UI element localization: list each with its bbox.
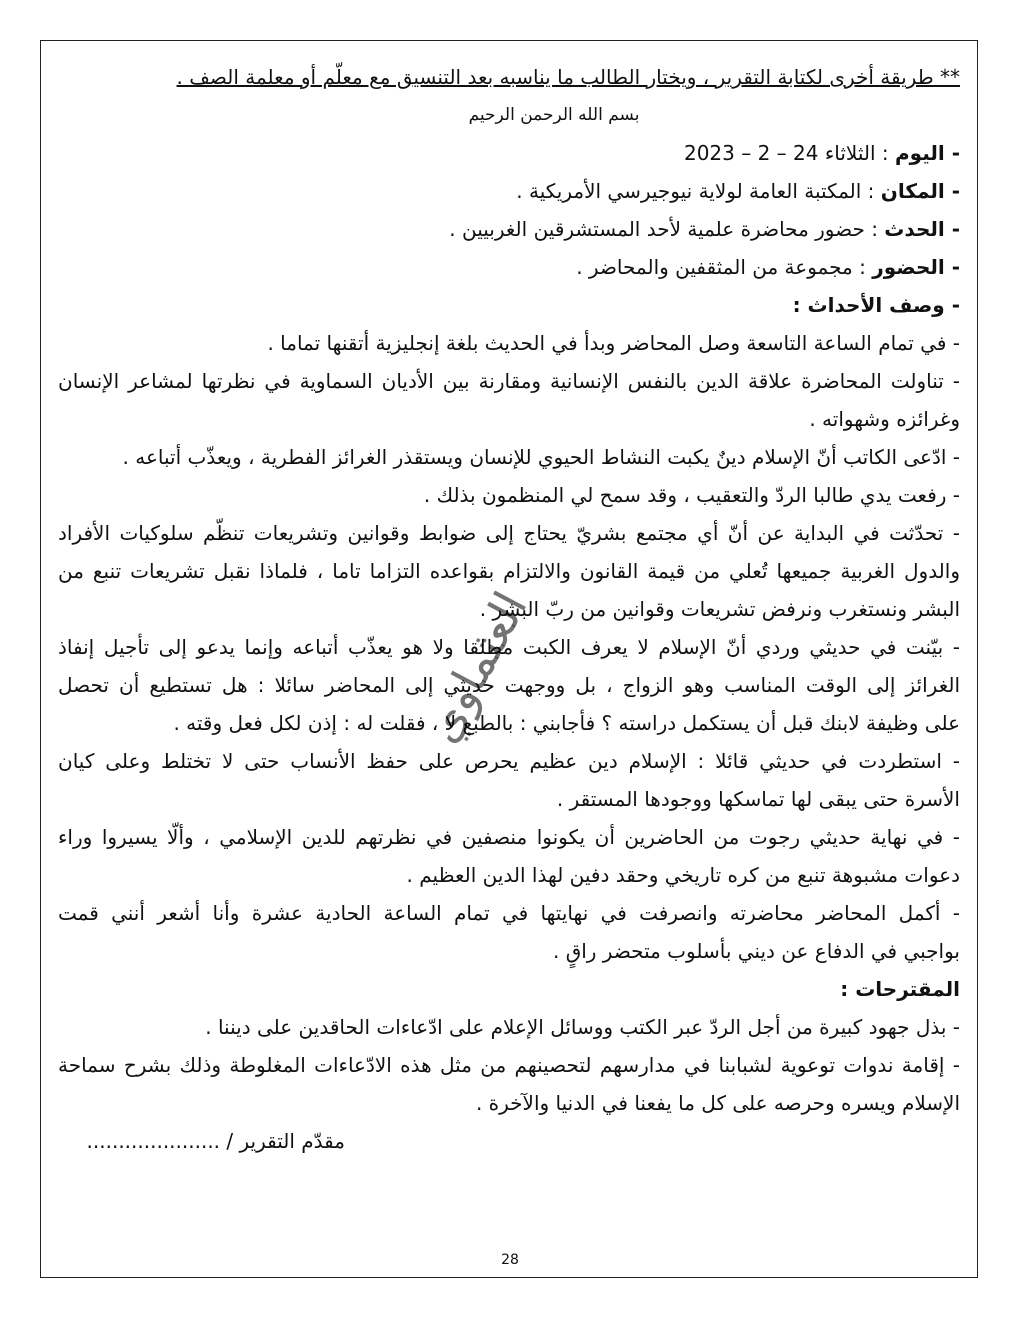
event-line: - تناولت المحاضرة علاقة الدين بالنفس الإنسانية ومقارنة بين الأديان السماوية في نظرتها لمشاعر الإنسان xyxy=(58,369,960,393)
event-line: على وظيفة لابنك قبل أن يستكمل دراسته ؟ فأجابني : بالطبع لا ، فقلت له : إذن لكل فعل وقته . xyxy=(173,711,960,735)
field-value: الثلاثاء 24 – 2 – 2023 xyxy=(683,141,876,165)
event-line: - في نهاية حديثي رجوت من الحاضرين أن يكونوا منصفين في نظرتهم للدين الإسلامي ، وألّا يسيروا وراء xyxy=(58,825,960,849)
event-line: وغرائزه وشهواته . xyxy=(809,407,960,431)
event-line: الغرائز إلى الوقت المناسب وهو الزواج ، بل ووجهت حديثي إلى المحاضر سائلا : هل تستطيع أن تحصل xyxy=(58,673,960,697)
event-line: والدول الغربية جميعها تُعلي من قيمة القانون والالتزام بقواعده التزاما تاما ، فلماذا نقبل تشريعات تنبع من xyxy=(58,559,960,583)
signature-line: مقدّم التقرير / ..................... xyxy=(86,1129,345,1153)
event-line: - ادّعى الكاتب أنّ الإسلام دينٌ يكبت النشاط الحيوي للإنسان ويستقذر الغرائز الفطرية ، ويعذّب أتباعه . xyxy=(122,445,960,469)
field-attendance: - الحضور : مجموعة من المثقفين والمحاضر . xyxy=(576,255,960,279)
event-line: الأسرة حتى يبقى لها تماسكها ووجودها المستقر . xyxy=(556,787,960,811)
field-value: حضور محاضرة علمية لأحد المستشرقين الغربيين . xyxy=(449,217,865,241)
suggestions-title: المقترحات : xyxy=(840,977,960,1001)
suggestion-line: - بذل جهود كبيرة من أجل الردّ عبر الكتب ووسائل الإعلام على ادّعاءات الحاقدين على ديننا . xyxy=(205,1015,960,1039)
event-line: البشر ونستغرب ونرفض تشريعات وقوانين من ربّ البشر . xyxy=(479,597,960,621)
event-line: دعوات مشبوهة تنبع من كره تاريخي وحقد دفين لهذا الدين العظيم . xyxy=(406,863,960,887)
field-label: - الحضور xyxy=(872,255,960,279)
event-line: - استطردت في حديثي قائلا : الإسلام دين عظيم يحرص على حفظ الأنساب حتى لا تختلط وعلى كيان xyxy=(58,749,960,773)
event-line: بواجبي في الدفاع عن ديني بأسلوب متحضر راقٍ . xyxy=(552,939,960,963)
page-heading: ** طريقة أخرى لكتابة التقرير ، ويختار الطالب ما يناسبه بعد التنسيق مع معلّم أو معلمة الصف . xyxy=(176,65,960,89)
field-label: - الحدث xyxy=(884,217,960,241)
field-label: - اليوم xyxy=(895,141,960,165)
basmala: بسم الله الرحمن الرحيم xyxy=(468,105,640,125)
event-line: - أكمل المحاضر محاضرته وانصرفت في نهايتها في تمام الساعة الحادية عشرة وأنا أشعر أنني قمت xyxy=(58,901,960,925)
field-event: - الحدث : حضور محاضرة علمية لأحد المستشرقين الغربيين . xyxy=(449,217,960,241)
suggestion-line: الإسلام ويسره وحرصه على كل ما يفعنا في الدنيا والآخرة . xyxy=(475,1091,960,1115)
field-day: - اليوم : الثلاثاء 24 – 2 – 2023 xyxy=(683,141,960,165)
field-value: المكتبة العامة لولاية نيوجيرسي الأمريكية . xyxy=(516,179,862,203)
page-number: 28 xyxy=(501,1252,519,1268)
event-line: - بيّنت في حديثي وردي أنّ الإسلام لا يعرف الكبت مطلقا ولا هو يعذّب أتباعه وإنما يدعو إلى تأجيل إنفاذ xyxy=(58,635,960,659)
suggestion-line: - إقامة ندوات توعوية لشبابنا في مدارسهم لتحصينهم من مثل هذه الادّعاءات المغلوطة وذلك بشرح سماحة xyxy=(58,1053,960,1077)
event-line: - في تمام الساعة التاسعة وصل المحاضر وبدأ في الحديث بلغة إنجليزية أتقنها تماما . xyxy=(267,331,960,355)
field-value: مجموعة من المثقفين والمحاضر . xyxy=(576,255,853,279)
event-line: - تحدّثت في البداية عن أنّ أي مجتمع بشريّ يحتاج إلى ضوابط وقوانين وتشريعات تنظّم سلوكيات الأفراد xyxy=(58,521,960,545)
watermark: العثماوي xyxy=(414,582,538,752)
field-place: - المكان : المكتبة العامة لولاية نيوجيرسي الأمريكية . xyxy=(516,179,960,203)
event-line: - رفعت يدي طالبا الردّ والتعقيب ، وقد سمح لي المنظمون بذلك . xyxy=(423,483,960,507)
suggestions-list xyxy=(58,1008,960,1122)
field-label: - المكان xyxy=(880,179,960,203)
events-title: - وصف الأحداث : xyxy=(792,293,960,317)
